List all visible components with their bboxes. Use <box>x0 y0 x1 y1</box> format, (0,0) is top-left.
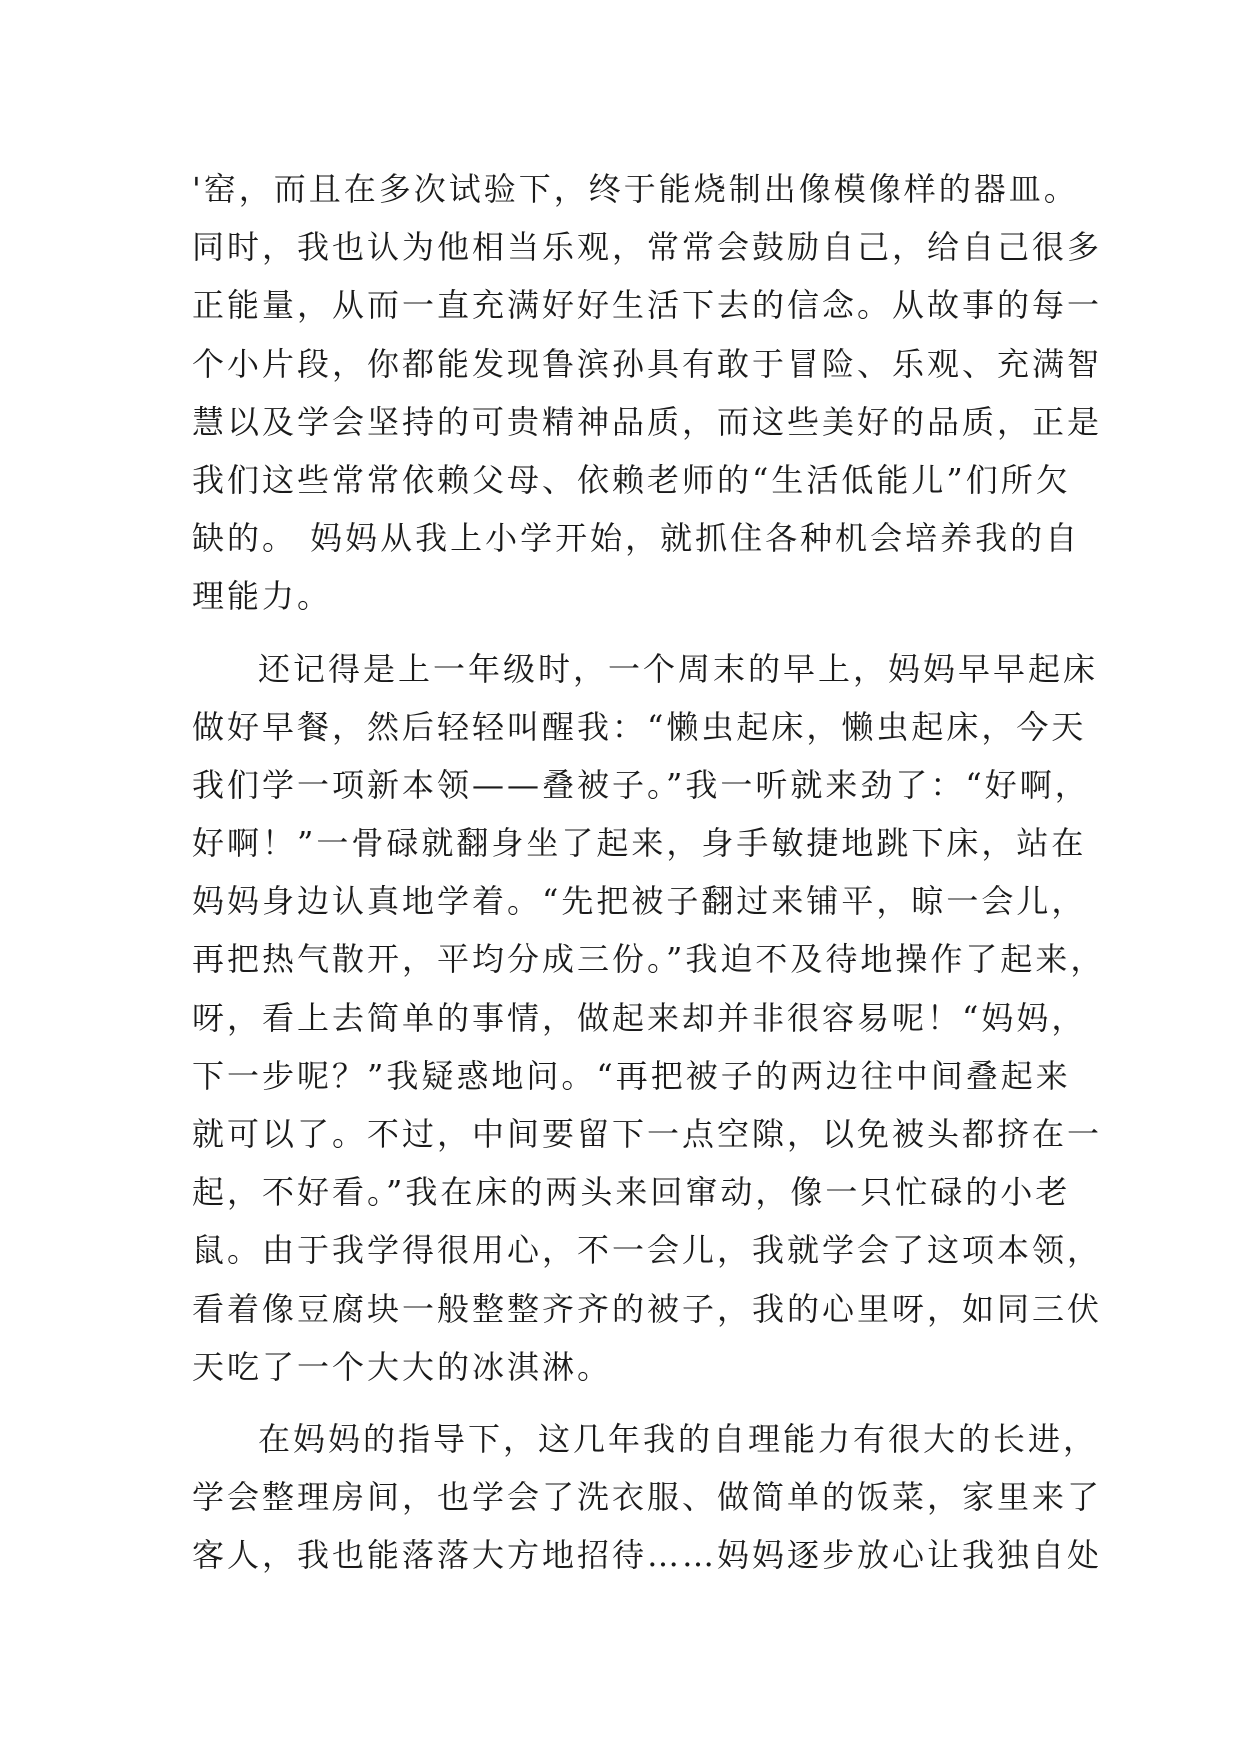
text-line: 客人，我也能落落大方地招待……妈妈逐步放心让我独自处 <box>192 1536 1103 1575</box>
text-line: 做好早餐，然后轻轻叫醒我：“懒虫起床，懒虫起床，今天 <box>192 707 1087 746</box>
body-text <box>192 160 1106 1585</box>
text-line: 正能量，从而一直充满好好生活下去的信念。从故事的每一 <box>192 286 1103 325</box>
paragraph-2 <box>192 640 1106 1396</box>
text-line: 同时，我也认为他相当乐观，常常会鼓励自己，给自己很多 <box>192 228 1103 267</box>
text-line: 起，不好看。”我在床的两头来回窜动，像一只忙碌的小老 <box>192 1173 1071 1212</box>
text-line: 呀，看上去简单的事情，做起来却并非很容易呢！“妈妈， <box>192 998 1087 1037</box>
text-line: '窑，而且在多次试验下，终于能烧制出像模像样的器皿。 <box>192 170 1079 208</box>
text-line: 下一步呢？”我疑惑地问。“再把被子的两边往中间叠起来 <box>192 1056 1071 1095</box>
text-line: 天吃了一个大大的冰淇淋。 <box>192 1347 613 1386</box>
text-line: 妈妈身边认真地学着。“先把被子翻过来铺平，晾一会儿， <box>192 882 1087 921</box>
text-line: 理能力。 <box>192 577 333 616</box>
paragraph-spacing <box>192 626 1072 640</box>
text-line: 我们这些常常依赖父母、依赖老师的“生活低能儿”们所欠 <box>192 460 1071 499</box>
text-line: 个小片段，你都能发现鲁滨孙具有敢于冒险、乐观、充满智 <box>192 344 1103 383</box>
text-line: 看着像豆腐块一般整整齐齐的被子，我的心里呀，如同三伏 <box>192 1289 1103 1328</box>
text-line: 缺的。 妈妈从我上小学开始，就抓住各种机会培养我的自 <box>192 519 1081 558</box>
text-line: 鼠。由于我学得很用心，不一会儿，我就学会了这项本领， <box>192 1231 1103 1270</box>
text-line: 再把热气散开，平均分成三份。”我迫不及待地操作了起来， <box>192 940 1106 979</box>
text-line: 慧以及学会坚持的可贵精神品质，而这些美好的品质，正是 <box>192 402 1103 441</box>
text-line: 还记得是上一年级时，一个周末的早上，妈妈早早起床 <box>258 649 1099 688</box>
text-line: 在妈妈的指导下，这几年我的自理能力有很大的长进， <box>258 1419 1099 1458</box>
text-line: 我们学一项新本领——叠被子。”我一听就来劲了：“好啊， <box>192 765 1090 804</box>
text-line: 就可以了。不过，中间要留下一点空隙，以免被头都挤在一 <box>192 1115 1103 1153</box>
text-line: 学会整理房间，也学会了洗衣服、做简单的饭菜，家里来了 <box>192 1478 1103 1517</box>
paragraph-1 <box>192 160 1103 626</box>
paragraph-spacing <box>192 1396 1072 1410</box>
paragraph-3 <box>192 1410 1103 1585</box>
text-line: 好啊！”一骨碌就翻身坐了起来，身手敏捷地跳下床，站在 <box>192 824 1087 863</box>
